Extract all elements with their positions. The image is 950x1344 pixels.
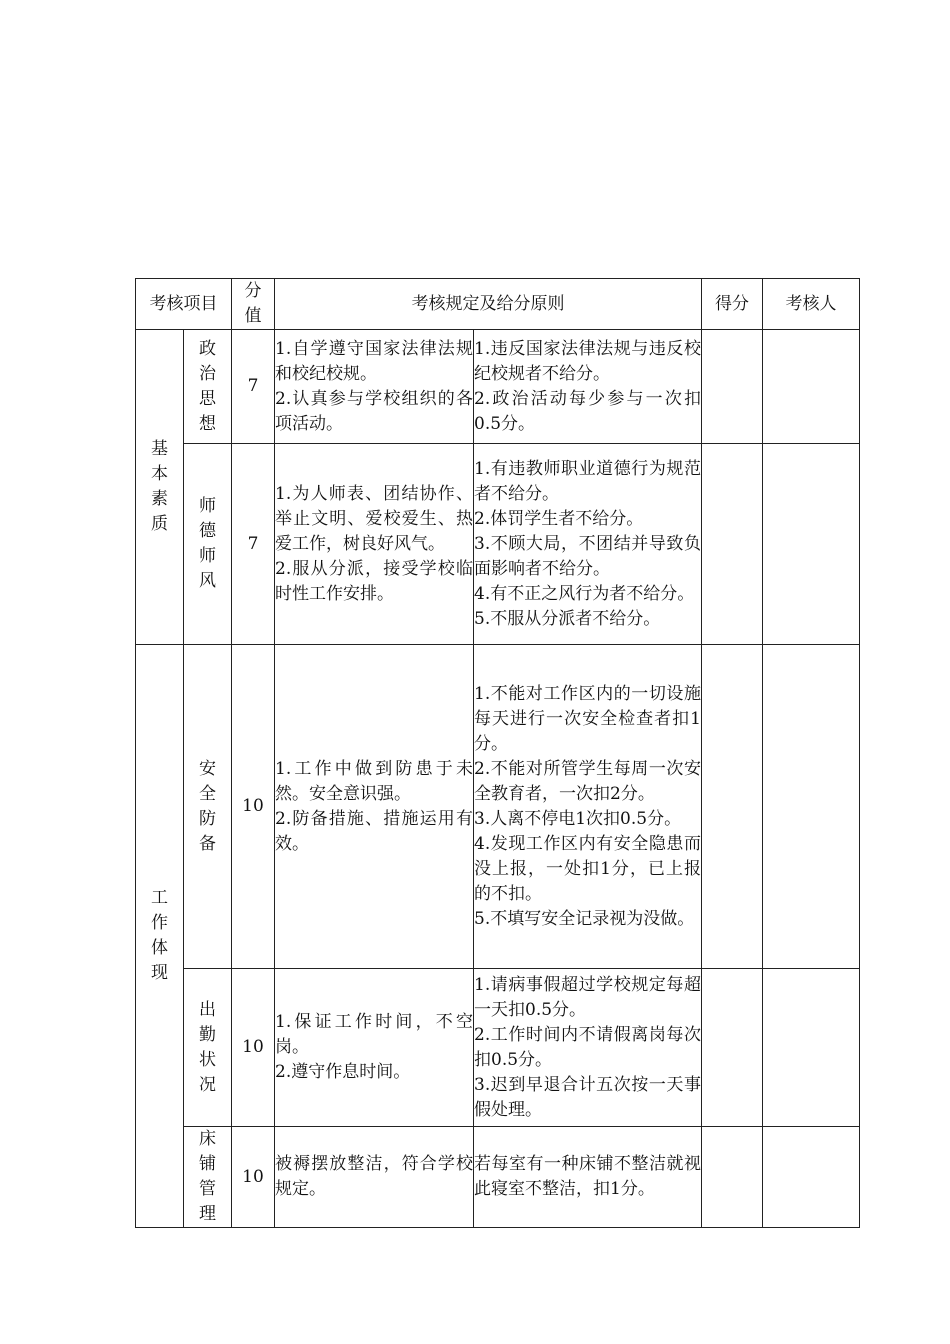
- score-cell[interactable]: [702, 1127, 763, 1228]
- row-scoring: 1.有违教师职业道德行为规范者不给分。 2.体罚学生者不给分。 3.不顾大局，不团结并导致负面影响者不给分。 4.有不正之风行为者不给分。 5.不服从分派者不给分。: [474, 444, 702, 645]
- row-item-name: 政治思想: [184, 330, 232, 444]
- row-score-value: 10: [232, 1127, 275, 1228]
- row-score-value: 7: [232, 330, 275, 444]
- assessor-cell[interactable]: [763, 444, 860, 645]
- row-requirements: 1.自学遵守国家法律法规和校纪校规。 2.认真参与学校组织的各项活动。: [275, 330, 474, 444]
- table-row: [136, 330, 860, 444]
- assessor-cell[interactable]: [763, 330, 860, 444]
- row-scoring: 若每室有一种床铺不整洁就视此寝室不整洁，扣1分。: [474, 1127, 702, 1228]
- table-row: [136, 969, 860, 1127]
- header-rules: 考核规定及给分原则: [275, 279, 702, 330]
- row-score-value: 10: [232, 645, 275, 969]
- header-item: 考核项目: [136, 279, 232, 330]
- assessor-cell[interactable]: [763, 969, 860, 1127]
- row-score-value: 7: [232, 444, 275, 645]
- score-cell[interactable]: [702, 330, 763, 444]
- score-cell[interactable]: [702, 969, 763, 1127]
- header-row: [136, 279, 860, 330]
- row-requirements: 1.工作中做到防患于未然。安全意识强。 2.防备措施、措施运用有效。: [275, 645, 474, 969]
- row-score-value: 10: [232, 969, 275, 1127]
- row-requirements: 1.为人师表、团结协作、举止文明、爱校爱生、热爱工作，树良好风气。 2.服从分派，接受学校临时性工作安排。: [275, 444, 474, 645]
- row-requirements: 1.保证工作时间，不空岗。 2.遵守作息时间。: [275, 969, 474, 1127]
- row-item-name: 师德师风: [184, 444, 232, 645]
- row-item-name: 安全防备: [184, 645, 232, 969]
- row-scoring: 1.违反国家法律法规与违反校纪校规者不给分。 2.政治活动每少参与一次扣0.5分。: [474, 330, 702, 444]
- header-score-value: 分值: [232, 279, 275, 330]
- score-cell[interactable]: [702, 645, 763, 969]
- assessor-cell[interactable]: [763, 645, 860, 969]
- score-cell[interactable]: [702, 444, 763, 645]
- group-work-performance: 工作体现: [136, 645, 184, 1228]
- header-score-got: 得分: [702, 279, 763, 330]
- row-item-name: 床铺管理: [184, 1127, 232, 1228]
- row-scoring: 1.请病事假超过学校规定每超一天扣0.5分。 2.工作时间内不请假离岗每次扣0.5分。 3.迟到早退合计五次按一天事假处理。: [474, 969, 702, 1127]
- table-row: [136, 444, 860, 645]
- row-item-name: 出勤状况: [184, 969, 232, 1127]
- table-row: [136, 1127, 860, 1228]
- group-basic-quality: 基本素质: [136, 330, 184, 645]
- assessor-cell[interactable]: [763, 1127, 860, 1228]
- row-requirements: 被褥摆放整洁，符合学校规定。: [275, 1127, 474, 1228]
- table-row: [136, 645, 860, 969]
- assessment-table: [135, 278, 860, 1228]
- header-assessor: 考核人: [763, 279, 860, 330]
- row-scoring: 1.不能对工作区内的一切设施每天进行一次安全检查者扣1分。 2.不能对所管学生每周一次安全教育者，一次扣2分。 3.人离不停电1次扣0.5分。 4.发现工作区内有安全隐患而没上报，一处扣1分，已上报的不扣。 5.不填写安全记录视为没做。: [474, 645, 702, 969]
